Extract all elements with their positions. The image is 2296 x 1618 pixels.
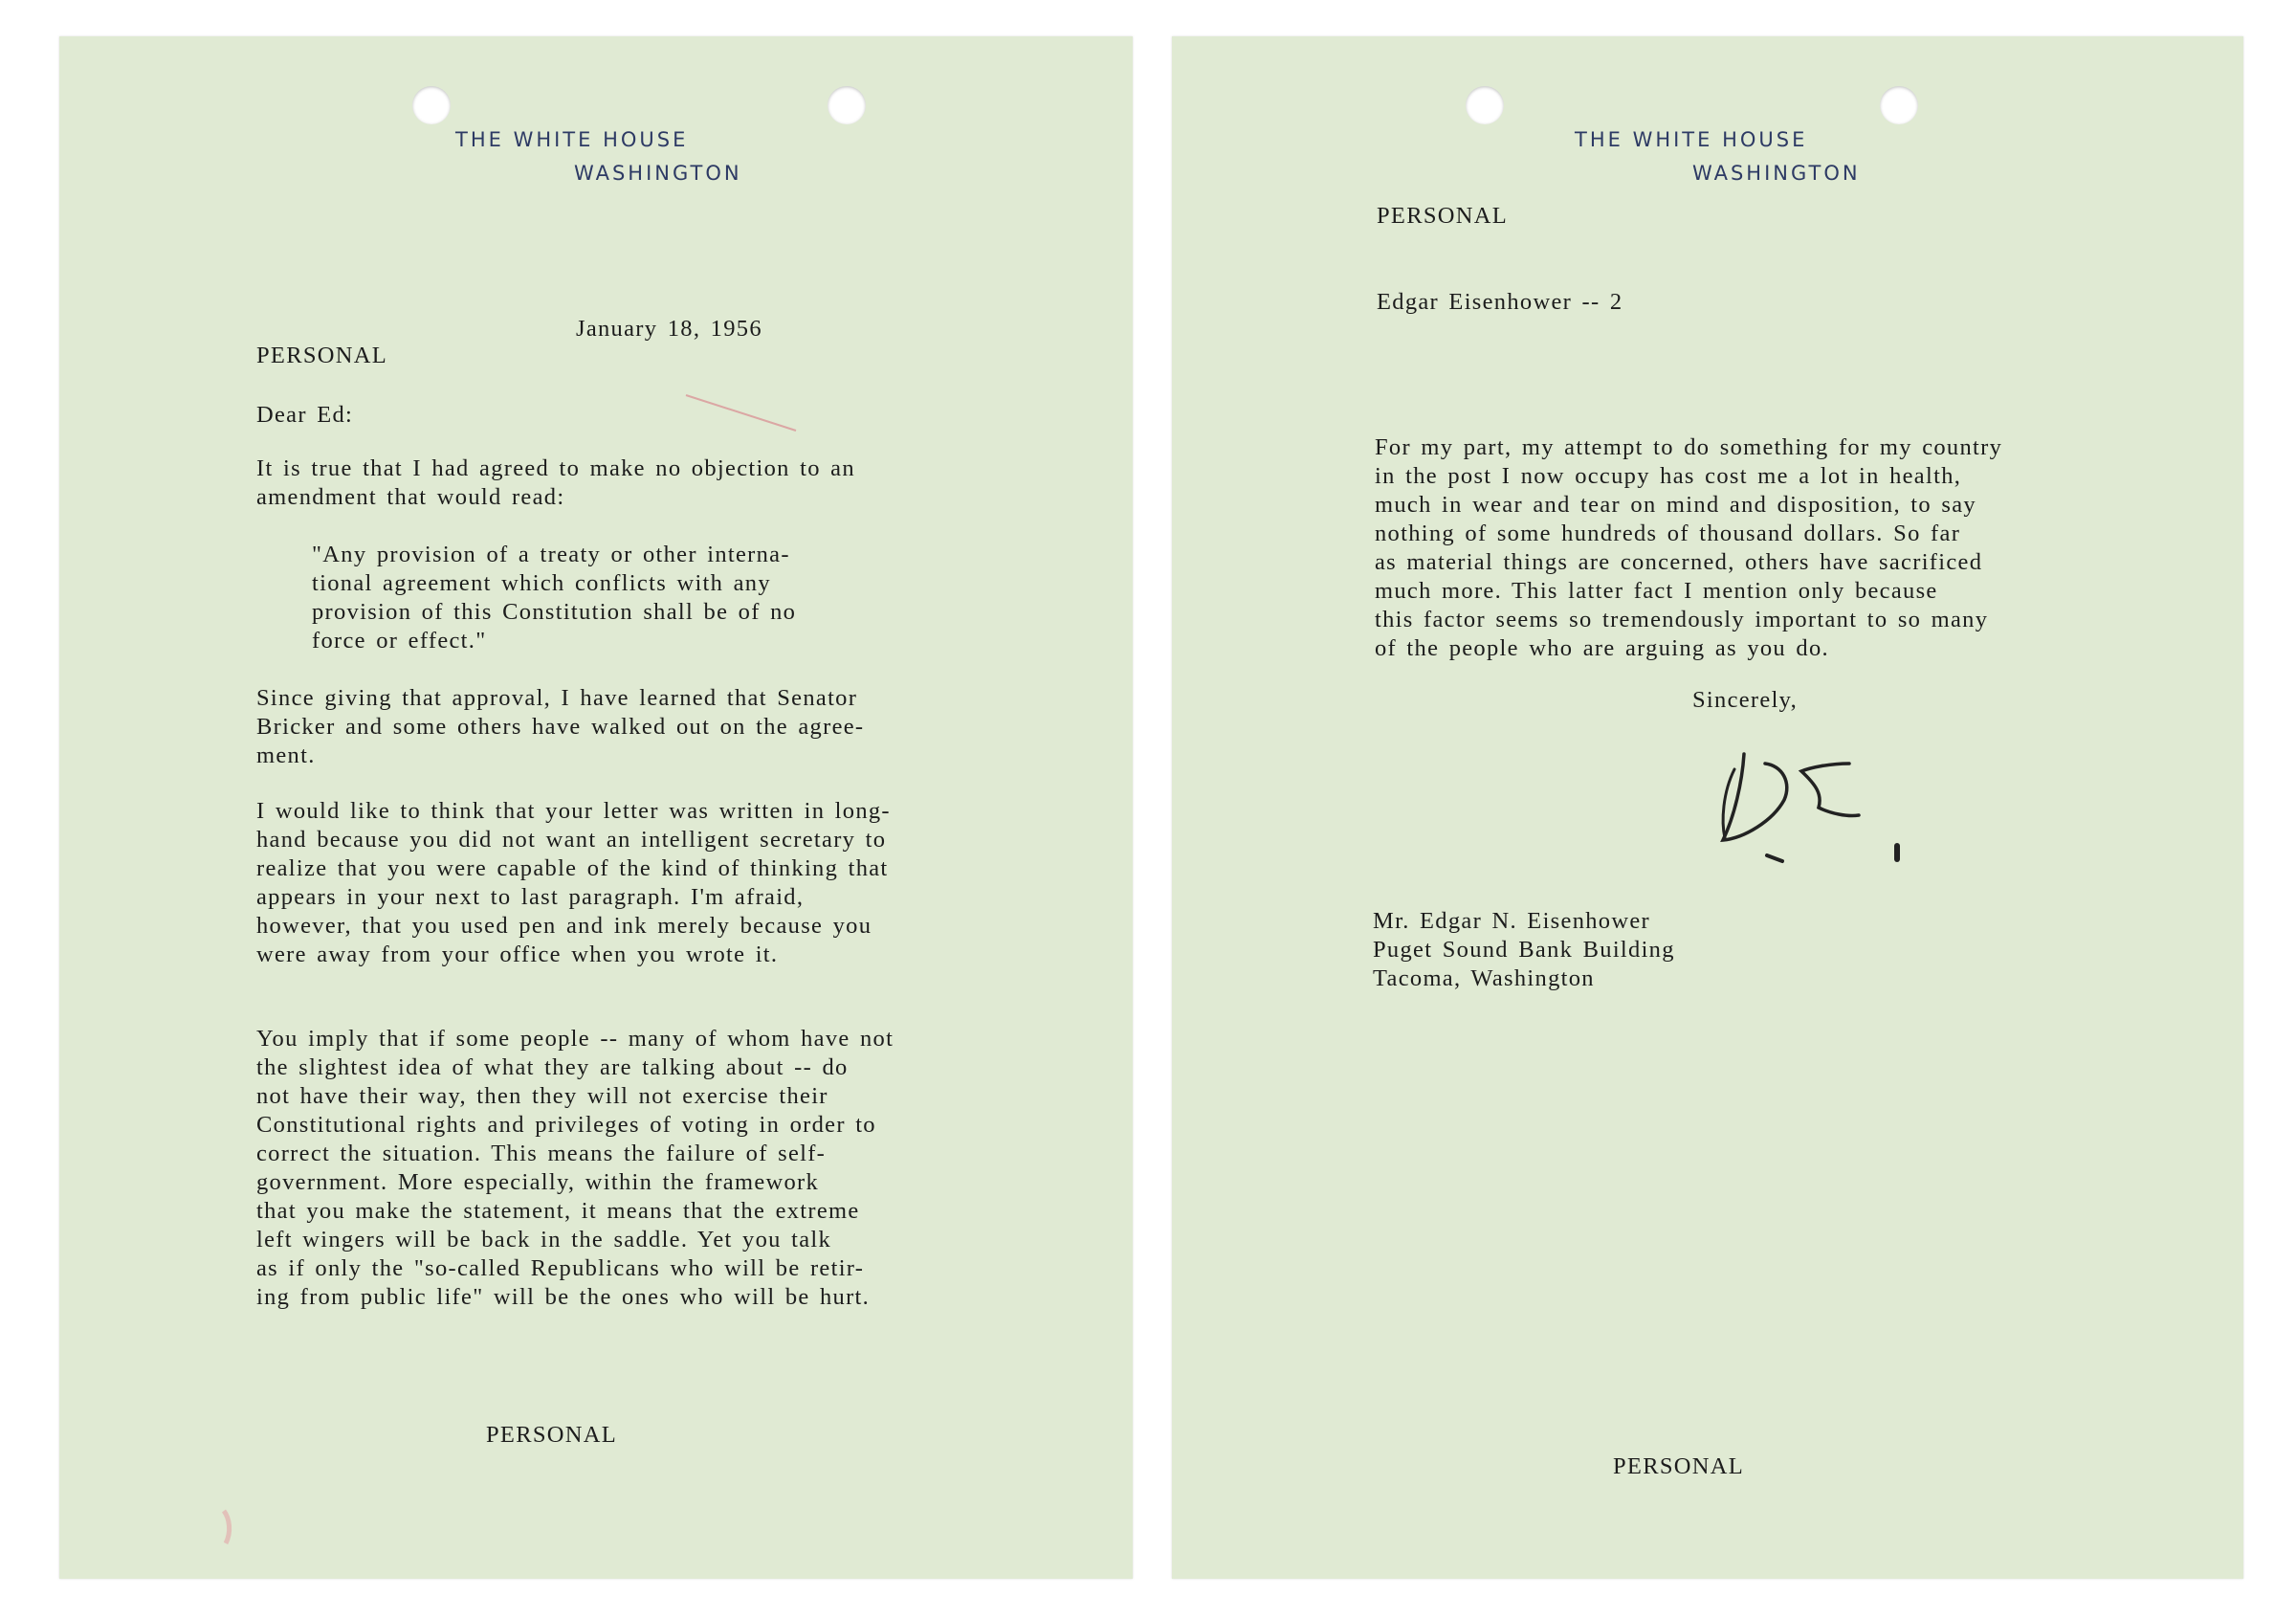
text-line: "Any provision of a treaty or other interna- xyxy=(312,542,790,567)
text-line: ing from public life" will be the ones who will be hurt. xyxy=(256,1284,871,1310)
letterhead-line1: THE WHITE HOUSE xyxy=(455,128,689,151)
text-line: however, that you used pen and ink merely because you xyxy=(256,913,872,939)
letter-page-2 xyxy=(1172,36,2243,1579)
text-line: Bricker and some others have walked out on the agree- xyxy=(256,714,865,740)
text-line: hand because you did not want an intelligent secretary to xyxy=(256,827,887,853)
text-line: left wingers will be back in the saddle. Yet you talk xyxy=(256,1227,832,1252)
paragraph-3 xyxy=(256,797,891,969)
paragraph-1 xyxy=(256,454,855,512)
personal-marking-bottom: PERSONAL xyxy=(1613,1453,1745,1479)
text-line: this factor seems so tremendously important to so many xyxy=(1375,607,1989,632)
text-line: ment. xyxy=(256,743,316,768)
text-line: in the post I now occupy has cost me a lot in health, xyxy=(1375,463,1962,489)
text-line: as material things are concerned, others have sacrificed xyxy=(1375,549,1983,575)
personal-marking-top: PERSONAL xyxy=(1377,203,1509,229)
letterhead-line2: WASHINGTON xyxy=(574,162,742,185)
text-line: amendment that would read: xyxy=(256,484,565,510)
text-line: were away from your office when you wrote it. xyxy=(256,942,779,967)
text-line: For my part, my attempt to do something for my country xyxy=(1375,434,2003,460)
red-stain-mark xyxy=(212,1505,241,1553)
text-line: nothing of some hundreds of thousand dollars. So far xyxy=(1375,521,1961,546)
text-line: Since giving that approval, I have learned that Senator xyxy=(256,685,858,711)
letter-date: January 18, 1956 xyxy=(576,316,762,342)
signature xyxy=(1706,725,1907,878)
quoted-amendment xyxy=(312,541,796,655)
letterhead-line2: WASHINGTON xyxy=(1692,162,1861,185)
text-line: correct the situation. This means the failure of self- xyxy=(256,1141,827,1166)
personal-marking-bottom: PERSONAL xyxy=(486,1422,618,1448)
letter-page-1 xyxy=(59,36,1133,1579)
address-line: Puget Sound Bank Building xyxy=(1373,937,1675,963)
punch-hole-left xyxy=(412,86,451,124)
text-line: Constitutional rights and privileges of voting in order to xyxy=(256,1112,876,1138)
closing: Sincerely, xyxy=(1692,687,1799,713)
text-line: of the people who are arguing as you do. xyxy=(1375,635,1829,661)
address-line: Tacoma, Washington xyxy=(1373,965,1595,991)
text-line: government. More especially, within the framework xyxy=(256,1169,820,1195)
paragraph-2 xyxy=(256,684,864,770)
text-line: as if only the "so-called Republicans who will be retir- xyxy=(256,1255,865,1281)
letterhead-line1: THE WHITE HOUSE xyxy=(1575,128,1808,151)
text-line: It is true that I had agreed to make no objection to an xyxy=(256,455,855,481)
punch-hole-right xyxy=(828,86,866,124)
text-line: I would like to think that your letter was written in long- xyxy=(256,798,891,824)
address-line: Mr. Edgar N. Eisenhower xyxy=(1373,908,1650,934)
text-line: not have their way, then they will not exercise their xyxy=(256,1083,828,1109)
paragraph-4 xyxy=(256,1025,894,1312)
text-line: much more. This latter fact I mention only because xyxy=(1375,578,1938,604)
paragraph-1 xyxy=(1375,433,2002,663)
text-line: appears in your next to last paragraph. I'm afraid, xyxy=(256,884,805,910)
red-pencil-mark xyxy=(681,390,806,438)
text-line: tional agreement which conflicts with any xyxy=(312,570,771,596)
text-line: that you make the statement, it means that the extreme xyxy=(256,1198,860,1224)
text-line: provision of this Constitution shall be of no xyxy=(312,599,797,625)
page-header: Edgar Eisenhower -- 2 xyxy=(1377,289,1623,315)
text-line: realize that you were capable of the kind of thinking that xyxy=(256,855,889,881)
text-line: You imply that if some people -- many of whom have not xyxy=(256,1026,894,1052)
recipient-address xyxy=(1373,907,1675,993)
punch-hole-right xyxy=(1880,86,1918,124)
salutation: Dear Ed: xyxy=(256,402,354,428)
text-line: the slightest idea of what they are talking about -- do xyxy=(256,1054,849,1080)
punch-hole-left xyxy=(1466,86,1504,124)
text-line: force or effect." xyxy=(312,628,487,654)
personal-marking-top: PERSONAL xyxy=(256,343,388,368)
text-line: much in wear and tear on mind and disposition, to say xyxy=(1375,492,1976,518)
